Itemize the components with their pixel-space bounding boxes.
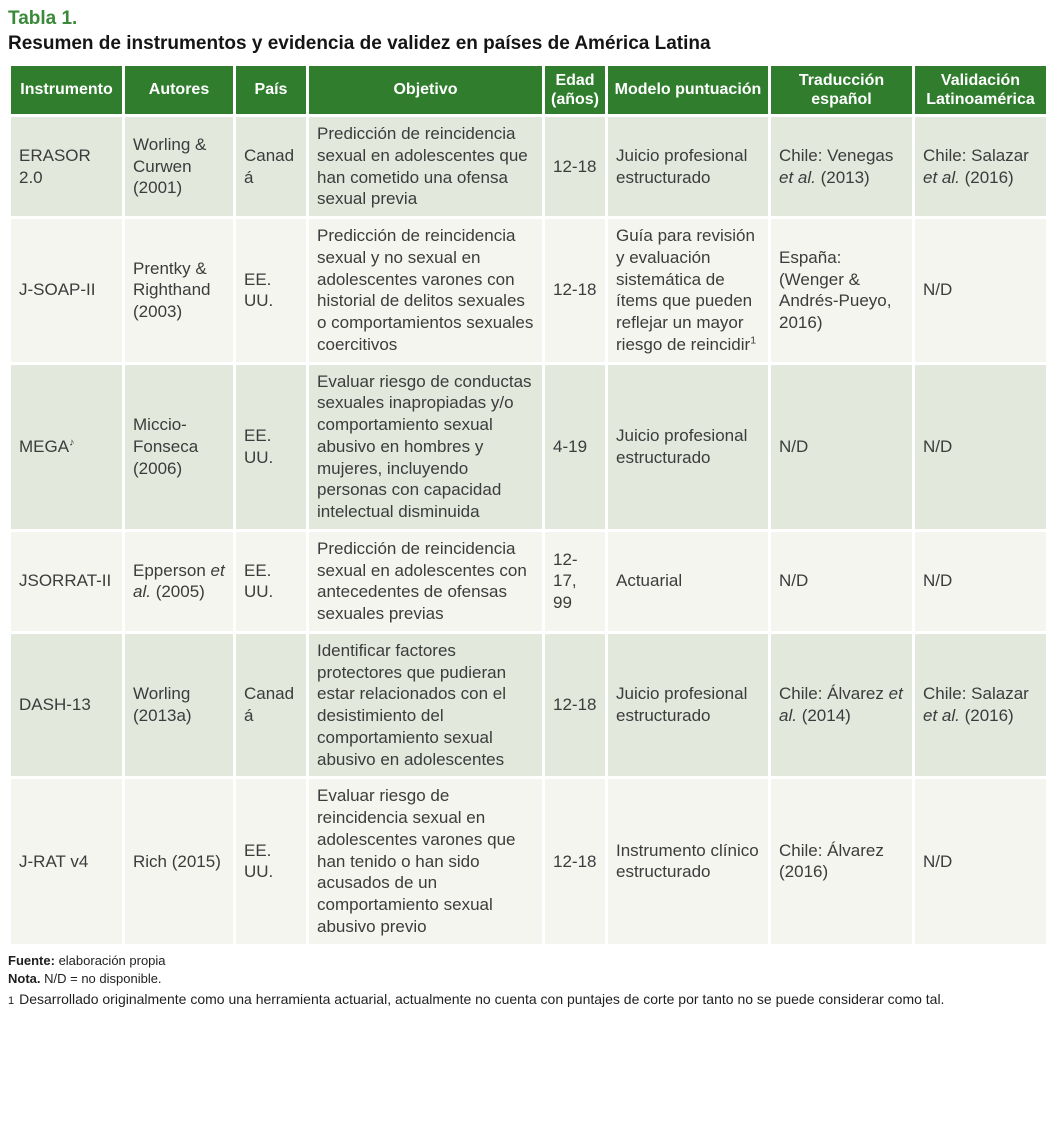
cell-text-segment: N/D xyxy=(779,436,809,456)
cell-edad xyxy=(545,634,605,777)
cell-autores xyxy=(125,779,233,943)
cell-traduccion-espanol xyxy=(771,532,912,631)
cell-text-segment: N/D xyxy=(923,280,953,300)
cell-text-segment: Chile: Álvarez (2016) xyxy=(779,840,884,882)
cell-text-segment: Prentky & Righthand (2003) xyxy=(133,258,211,322)
cell-text-segment: N/D xyxy=(923,851,953,871)
cell-text-segment: EE. UU. xyxy=(244,425,274,467)
cell-text-segment: Instrumento clínico estructurado xyxy=(616,840,759,882)
table-row xyxy=(11,634,1046,777)
table-header xyxy=(11,66,1046,114)
cell-traduccion-espanol xyxy=(771,219,912,362)
table-footer xyxy=(8,952,1042,1011)
source-note-text: elaboración propia xyxy=(54,952,166,968)
cell-autores xyxy=(125,365,233,529)
cell-text-segment: Worling & Curwen (2001) xyxy=(133,134,207,198)
cell-objetivo xyxy=(309,117,542,216)
cell-text-segment: Chile: Venegas xyxy=(779,145,894,165)
table-row xyxy=(11,532,1046,631)
cell-text-segment: 12-18 xyxy=(553,280,597,300)
cell-instrumento xyxy=(11,365,122,529)
cell-text-segment: et al. xyxy=(923,706,960,726)
cell-text-segment: 12-18 xyxy=(553,695,597,715)
table-caption-number: Tabla 1. xyxy=(8,8,78,29)
cell-text-segment: Identificar factores protectores que pudieran estar relacionados con el desistimiento del comportamiento sexual abusivo en adolescentes xyxy=(317,640,507,769)
cell-edad xyxy=(545,219,605,362)
page xyxy=(8,8,1042,1010)
cell-text-segment: et al. xyxy=(133,560,225,602)
instruments-table xyxy=(8,63,1049,947)
column-header-pais: País xyxy=(236,66,306,114)
cell-text-segment: Predicción de reincidencia sexual en adolescentes con antecedentes de ofensas sexuales previas xyxy=(317,538,527,624)
cell-text-segment: Evaluar riesgo de conductas sexuales inapropiadas y/o comportamiento sexual abusivo en hombres y mujeres, incluyendo personas con capacidad intelectual disminuida xyxy=(317,371,532,522)
cell-text-segment: N/D xyxy=(923,436,953,456)
cell-pais xyxy=(236,532,306,631)
table-row xyxy=(11,779,1046,943)
cell-pais xyxy=(236,779,306,943)
cell-validacion-latinoamerica xyxy=(915,219,1046,362)
cell-text-segment: Chile: Salazar xyxy=(923,684,1029,704)
cell-text-segment: 12-18 xyxy=(553,851,597,871)
nd-note xyxy=(8,970,1042,989)
cell-modelo-puntuacion xyxy=(608,117,768,216)
column-header-autores: Autores xyxy=(125,66,233,114)
cell-text-segment: Juicio profesional estructurado xyxy=(616,425,748,467)
cell-text-segment: Epperson xyxy=(133,560,211,580)
cell-text-segment: España: (Wenger & Andrés-Pueyo, 2016) xyxy=(779,247,892,333)
footnote-1 xyxy=(8,989,1042,1010)
table-row xyxy=(11,219,1046,362)
cell-text-segment: 4-19 xyxy=(553,436,588,456)
cell-edad xyxy=(545,365,605,529)
cell-text-segment: 12-17, 99 xyxy=(553,549,578,613)
cell-validacion-latinoamerica xyxy=(915,532,1046,631)
nd-note-text: N/D = no disponible. xyxy=(40,971,162,987)
cell-text-segment: MEGA xyxy=(19,436,70,456)
cell-pais xyxy=(236,117,306,216)
cell-text-segment: J-RAT v4 xyxy=(19,851,89,871)
cell-text-segment: (2013) xyxy=(815,167,870,187)
cell-instrumento xyxy=(11,219,122,362)
cell-text-segment: EE. UU. xyxy=(244,840,274,882)
cell-text-segment: Worling (2013a) xyxy=(133,684,192,726)
cell-text-segment: EE. UU. xyxy=(244,560,274,602)
footnote-text: Desarrollado originalmente como una herramienta actuarial, actualmente no cuenta con puntajes de corte por tanto no se puede considerar como tal. xyxy=(19,991,945,1008)
cell-traduccion-espanol xyxy=(771,117,912,216)
cell-text-segment: J-SOAP-II xyxy=(19,280,96,300)
cell-text-segment: Guía para revisión y evaluación sistemática de ítems que pueden reflejar un mayor riesgo de reincidir xyxy=(616,226,755,354)
cell-text-segment: ERASOR 2.0 xyxy=(19,145,91,187)
cell-modelo-puntuacion xyxy=(608,634,768,777)
column-header-traduccion-espanol: Traducción español xyxy=(771,66,912,114)
cell-text-segment: EE. UU. xyxy=(244,269,274,311)
column-header-edad: Edad (años) xyxy=(545,66,605,114)
cell-objetivo xyxy=(309,779,542,943)
column-header-objetivo: Objetivo xyxy=(309,66,542,114)
cell-objetivo xyxy=(309,365,542,529)
cell-traduccion-espanol xyxy=(771,634,912,777)
cell-autores xyxy=(125,219,233,362)
cell-autores xyxy=(125,634,233,777)
table-row xyxy=(11,117,1046,216)
cell-text-segment: Evaluar riesgo de reincidencia sexual en adolescentes varones que han tenido o han sido acusados de un comportamiento sexual abusivo previo xyxy=(317,786,516,936)
cell-text-segment: 1 xyxy=(750,334,757,347)
cell-instrumento xyxy=(11,532,122,631)
cell-edad xyxy=(545,532,605,631)
table-header-row xyxy=(11,66,1046,114)
cell-pais xyxy=(236,634,306,777)
cell-text-segment: (2005) xyxy=(150,582,205,602)
cell-pais xyxy=(236,365,306,529)
cell-objetivo xyxy=(309,532,542,631)
cell-text-segment: et al. xyxy=(779,684,903,726)
cell-edad xyxy=(545,117,605,216)
cell-text-segment: N/D xyxy=(779,571,809,591)
cell-text-segment: (2016) xyxy=(959,706,1014,726)
cell-traduccion-espanol xyxy=(771,365,912,529)
footnote-marker: 1 xyxy=(8,995,15,1008)
cell-text-segment: 12-18 xyxy=(553,156,597,176)
cell-modelo-puntuacion xyxy=(608,365,768,529)
cell-text-segment: ♪ xyxy=(69,436,75,449)
cell-text-segment: Predicción de reincidencia sexual en adolescentes que han cometido una ofensa sexual previa xyxy=(317,124,528,209)
cell-text-segment: Juicio profesional estructurado xyxy=(616,145,748,187)
cell-autores xyxy=(125,117,233,216)
cell-text-segment: et al. xyxy=(923,167,960,187)
cell-text-segment: Canadá xyxy=(244,684,295,726)
cell-validacion-latinoamerica xyxy=(915,779,1046,943)
cell-traduccion-espanol xyxy=(771,779,912,943)
source-note xyxy=(8,952,1042,971)
cell-autores xyxy=(125,532,233,631)
cell-instrumento xyxy=(11,634,122,777)
table-row xyxy=(11,365,1046,529)
column-header-modelo-puntuacion: Modelo puntuación xyxy=(608,66,768,114)
cell-modelo-puntuacion xyxy=(608,779,768,943)
cell-text-segment: (2016) xyxy=(959,167,1014,187)
cell-objetivo xyxy=(309,634,542,777)
cell-text-segment: Chile: Salazar xyxy=(923,145,1029,165)
cell-edad xyxy=(545,779,605,943)
cell-modelo-puntuacion xyxy=(608,219,768,362)
cell-text-segment: Rich (2015) xyxy=(133,851,221,871)
cell-text-segment: Chile: Álvarez xyxy=(779,684,889,704)
cell-text-segment: DASH-13 xyxy=(19,695,91,715)
cell-modelo-puntuacion xyxy=(608,532,768,631)
cell-text-segment: N/D xyxy=(923,571,953,591)
cell-validacion-latinoamerica xyxy=(915,365,1046,529)
cell-validacion-latinoamerica xyxy=(915,117,1046,216)
source-note-label: Fuente: xyxy=(8,952,55,968)
table-body xyxy=(11,117,1046,944)
cell-text-segment: JSORRAT-II xyxy=(19,571,112,591)
cell-text-segment: Canadá xyxy=(244,145,295,187)
cell-validacion-latinoamerica xyxy=(915,634,1046,777)
cell-instrumento xyxy=(11,779,122,943)
cell-text-segment: Miccio-Fonseca (2006) xyxy=(133,415,199,478)
cell-objetivo xyxy=(309,219,542,362)
cell-instrumento xyxy=(11,117,122,216)
cell-text-segment: Actuarial xyxy=(616,571,683,591)
column-header-validacion-latinoamerica: Validación Latinoamérica xyxy=(915,66,1046,114)
cell-text-segment: Predicción de reincidencia sexual y no sexual en adolescentes varones con historial de delitos sexuales o comportamientos sexuales coercitivos xyxy=(317,226,534,354)
cell-text-segment: (2014) xyxy=(796,706,851,726)
table-caption-title: Resumen de instrumentos y evidencia de validez en países de América Latina xyxy=(8,32,711,54)
cell-text-segment: Juicio profesional estructurado xyxy=(616,684,748,726)
nd-note-label: Nota. xyxy=(8,971,41,987)
cell-text-segment: et al. xyxy=(779,167,816,187)
column-header-instrumento: Instrumento xyxy=(11,66,122,114)
cell-pais xyxy=(236,219,306,362)
